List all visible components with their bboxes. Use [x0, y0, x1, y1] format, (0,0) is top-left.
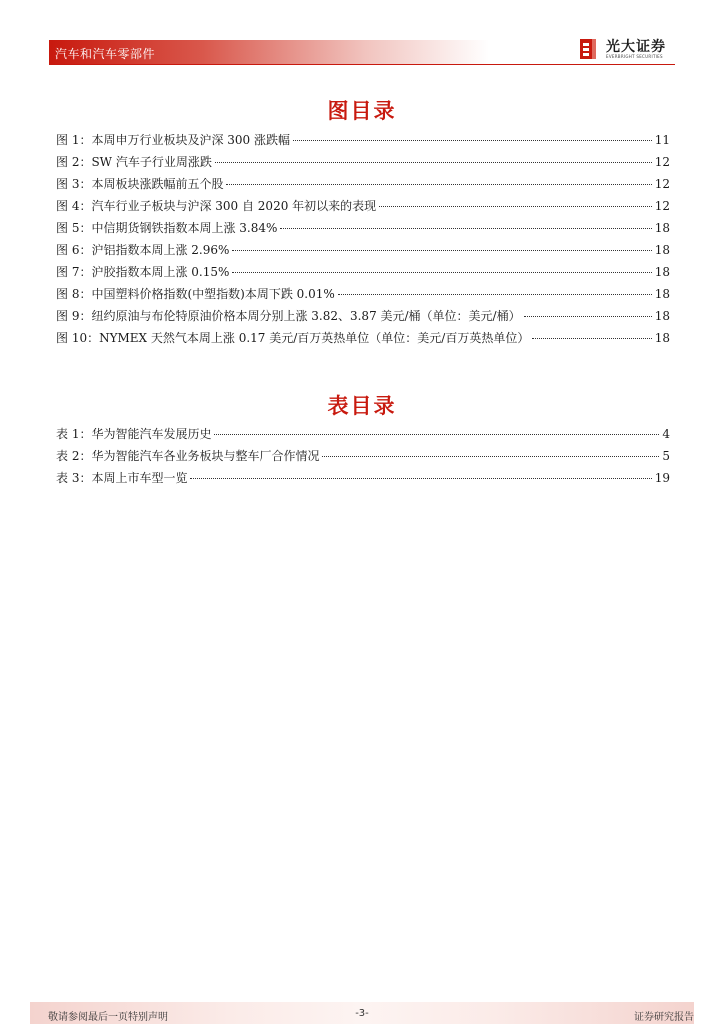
toc-entry[interactable]	[56, 283, 670, 305]
toc-entry-label: 图 1：本周申万行业板块及沪深 300 涨跌幅	[56, 133, 290, 147]
toc-entry-label: 图 10：NYMEX 天然气本周上涨 0.17 美元/百万英热单位（单位：美元/百万英热单位）	[56, 331, 530, 345]
toc-leader-dots	[226, 184, 651, 185]
tables-toc	[56, 423, 670, 489]
toc-leader-dots	[524, 316, 652, 317]
toc-entry-label: 图 5：中信期货钢铁指数本周上涨 3.84%	[56, 221, 278, 235]
toc-leader-dots	[338, 294, 652, 295]
toc-entry[interactable]	[56, 239, 670, 261]
toc-entry-page: 5	[662, 449, 670, 463]
toc-entry[interactable]	[56, 129, 670, 151]
toc-entry[interactable]	[56, 467, 670, 489]
figures-toc	[56, 129, 670, 349]
toc-entry-page: 4	[662, 427, 670, 441]
toc-entry[interactable]	[56, 195, 670, 217]
toc-entry-page: 12	[654, 155, 670, 169]
toc-entry[interactable]	[56, 327, 670, 349]
toc-entry-label: 图 9：纽约原油与布伦特原油价格本周分别上涨 3.82、3.87 美元/桶（单位：美元/桶）	[56, 309, 521, 323]
toc-entry-page: 12	[654, 199, 670, 213]
header-section-title: 汽车和汽车零部件	[55, 47, 156, 61]
toc-entry-label: 表 3：本周上市车型一览	[56, 471, 188, 485]
logo-subtext: EVERBRIGHT SECURITIES	[606, 54, 663, 59]
toc-entry[interactable]	[56, 261, 670, 283]
toc-entry-page: 18	[654, 287, 670, 301]
toc-entry-label: 图 6：沪铝指数本周上涨 2.96%	[56, 243, 230, 257]
logo-mark-icon	[578, 38, 600, 60]
toc-entry-page: 18	[654, 309, 670, 323]
toc-entry[interactable]	[56, 173, 670, 195]
logo-text: 光大证券	[606, 39, 666, 55]
toc-entry-label: 图 4：汽车行业子板块与沪深 300 自 2020 年初以来的表现	[56, 199, 377, 213]
toc-entry-page: 11	[654, 133, 670, 147]
toc-leader-dots	[214, 434, 659, 435]
toc-entry-label: 图 7：沪胶指数本周上涨 0.15%	[56, 265, 230, 279]
toc-entry-label: 表 1：华为智能汽车发展历史	[56, 427, 212, 441]
toc-leader-dots	[232, 250, 651, 251]
toc-leader-dots	[532, 338, 651, 339]
toc-leader-dots	[215, 162, 652, 163]
company-logo	[578, 36, 678, 62]
toc-entry-label: 图 3：本周板块涨跌幅前五个股	[56, 177, 224, 191]
toc-entry-page: 12	[654, 177, 670, 191]
toc-entry-page: 18	[654, 243, 670, 257]
toc-leader-dots	[280, 228, 651, 229]
toc-entry[interactable]	[56, 445, 670, 467]
toc-leader-dots	[322, 456, 659, 457]
tables-toc-title: 表目录	[327, 394, 397, 418]
toc-entry[interactable]	[56, 151, 670, 173]
toc-entry-page: 18	[654, 331, 670, 345]
toc-leader-dots	[190, 478, 651, 479]
page-number: -3-	[355, 1008, 369, 1019]
footer-report-type: 证券研究报告	[634, 1012, 694, 1023]
toc-entry[interactable]	[56, 305, 670, 327]
toc-entry[interactable]	[56, 423, 670, 445]
toc-entry-page: 18	[654, 221, 670, 235]
toc-entry-label: 图 2：SW 汽车子行业周涨跌	[56, 155, 212, 169]
toc-leader-dots	[232, 272, 651, 273]
figures-toc-title: 图目录	[327, 99, 397, 123]
toc-leader-dots	[293, 140, 652, 141]
toc-entry-page: 19	[654, 471, 670, 485]
toc-entry-label: 图 8：中国塑料价格指数(中塑指数)本周下跌 0.01%	[56, 287, 335, 301]
toc-leader-dots	[379, 206, 652, 207]
header-divider	[49, 64, 675, 65]
toc-entry-page: 18	[654, 265, 670, 279]
toc-entry-label: 表 2：华为智能汽车各业务板块与整车厂合作情况	[56, 449, 320, 463]
toc-entry[interactable]	[56, 217, 670, 239]
footer-disclaimer: 敬请参阅最后一页特别声明	[48, 1012, 168, 1023]
